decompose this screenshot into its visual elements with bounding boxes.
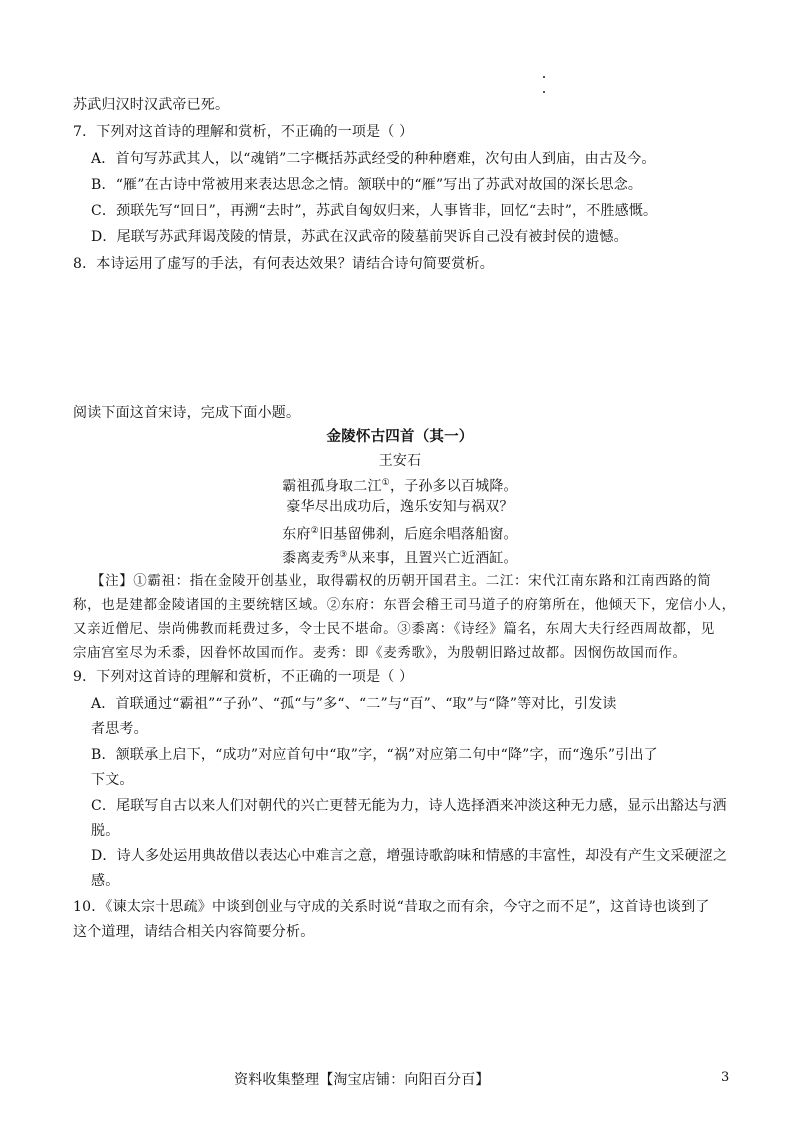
question-9-stem: 9．下列对这首诗的理解和赏析，不正确的一项是（ ） [73,669,414,685]
poem-note-line: 又亲近僧尼、崇尚佛教而耗费过多，令士民不堪命。③黍离：《诗经》篇名，东周大夫行经西周故都，见 [73,621,715,637]
question-9-option-c: C．尾联写自古以来人们对朝代的兴亡更替无能为力，诗人选择酒来冲淡这种无力感，显示出豁达与洒 [91,798,727,814]
question-10-stem: 10．《谏太宗十思疏》中谈到创业与守成的关系时说“昔取之而有余，今守之而不足”，这首诗也谈到了 [73,899,710,915]
footer-source: 资料收集整理【淘宝店铺：向阳百分百】 [234,1071,490,1087]
question-9-option-c-cont: 脱。 [91,823,120,839]
poem-author: 王安石 [378,453,422,469]
question-10-stem-cont: 这个道理，请结合相关内容简要分析。 [73,924,315,940]
question-9-option-a: A．首联通过“霸祖”“子孙”、“孤“与”多“、“二”与“百”、“取”与“降”等对比，引发读 [91,696,617,712]
poem-note-line: 宗庙宫室尽为禾黍，因眷怀故国而作。麦秀：即《麦秀歌》，为殷朝旧路过故都。因悯伤故国而作。 [73,645,687,661]
question-7-option-d: D．尾联写苏武拜谒茂陵的情景，苏武在汉武帝的陵墓前哭诉自己没有被封侯的遗憾。 [91,229,628,245]
question-9-option-b-cont: 下文。 [91,772,134,788]
poem-line: 豪华尽出成功后，逸乐安知与祸双？ [286,499,514,515]
stray-dot-mark [543,91,545,93]
question-7-option-a: A．首句写苏武其人，以“魂销”二字概括苏武经受的种种磨难，次句由人到庙，由古及今。 [91,151,656,167]
question-9-option-d: D．诗人多处运用典故借以表达心中难言之意，增强诗歌韵味和情感的丰富性，却没有产生文采硬涩之 [91,848,728,864]
question-7-option-b: B．“雁”在古诗中常被用来表达思念之情。颔联中的“雁”写出了苏武对故国的深长思念。 [91,177,643,193]
question-7-option-c: C．颈联先写“回日”，再溯“去时”，苏武自匈奴归来，人事皆非，回忆“去时”，不胜感慨。 [91,203,658,219]
question-9-option-b: B．颔联承上启下，“成功”对应首句中“取”字，“祸”对应第二句中“降”字，而“逸乐”引出了 [91,747,658,763]
reading-intro: 阅读下面这首宋诗，完成下面小题。 [73,405,301,421]
poem-title: 金陵怀古四首（其一） [326,428,474,445]
poem-line: 黍离麦秀③从来事，且置兴亡近酒缸。 [282,550,518,567]
stray-dot-mark [543,76,545,78]
page-number: 3 [721,1070,730,1085]
poem-line: 东府②旧基留佛刹，后庭余唱落船窗。 [282,526,518,543]
previous-note-tail: 苏武归汉时汉武帝已死。 [73,97,230,113]
poem-note-line: 【注】①霸祖：指在金陵开创基业，取得霸权的历朝开国君主。二江：宋代江南东路和江南西路的简 [91,573,712,589]
question-8-stem: 8．本诗运用了虚写的手法，有何表达效果？请结合诗句简要赏析。 [73,256,494,272]
question-7-stem: 7．下列对这首诗的理解和赏析，不正确的一项是（ ） [73,124,414,140]
question-9-option-d-cont: 感。 [91,873,120,889]
question-9-option-a-cont: 者思考。 [91,721,148,737]
poem-line: 霸祖孤身取二江①，子孙多以百城降。 [282,478,518,495]
poem-note-line: 称，也是建都金陵诸国的主要统辖区域。②东府：东晋会稽王司马道子的府第所在，他倾天下，宠信小人， [73,597,736,613]
